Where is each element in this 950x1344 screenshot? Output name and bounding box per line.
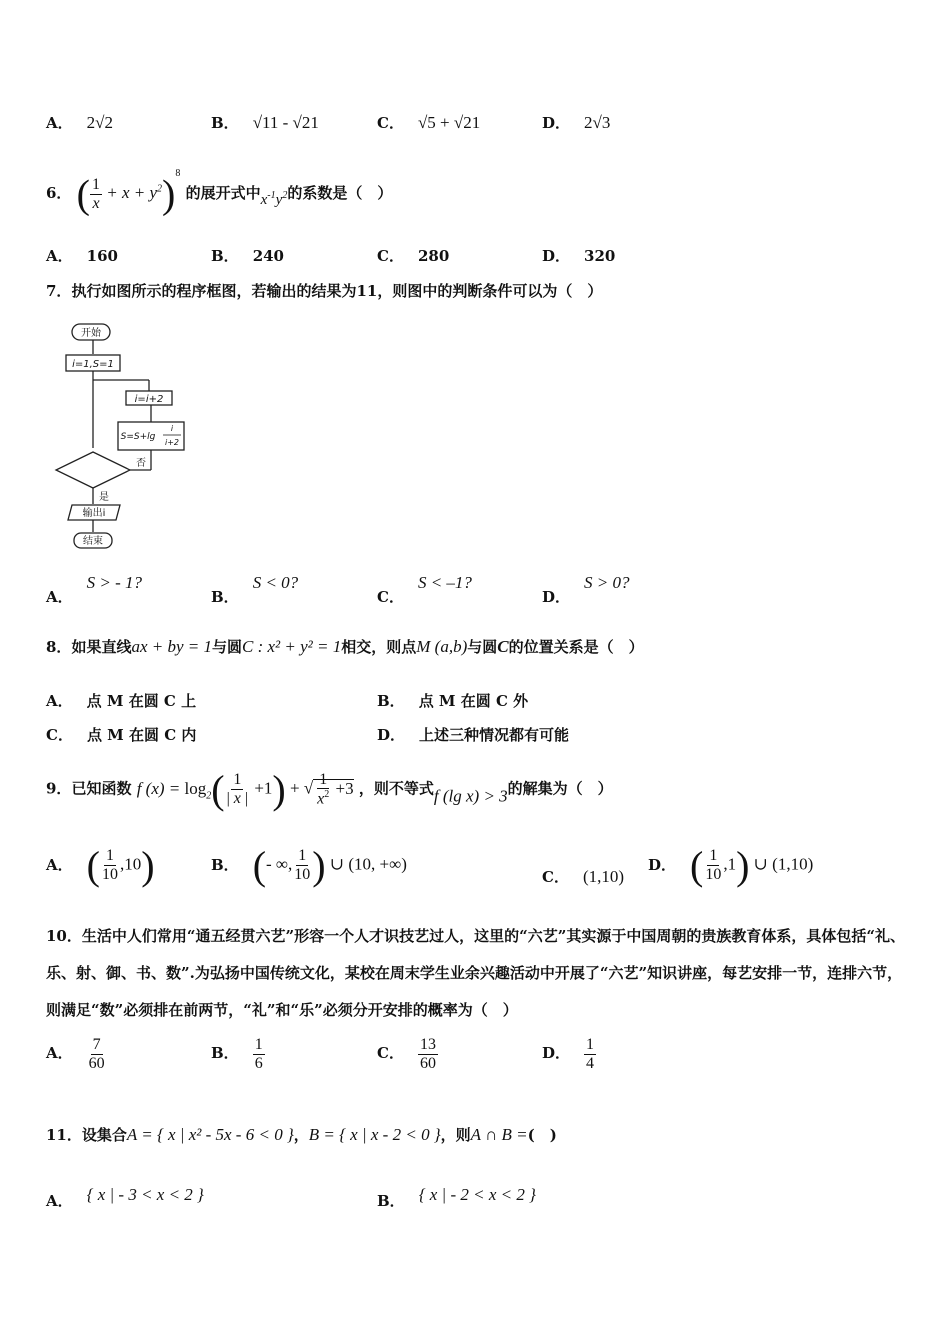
- q7-option-a[interactable]: A．S > - 1?: [46, 573, 143, 606]
- question-10: 10．生活中人们常用“通五经贯六艺”形容一个人才识技艺过人，这里的“六艺”其实源于中国周朝的贵族教育体系，具体包括“礼、乐、射、御、书、数”.为弘扬中国传统文化，某校在周末学生业余兴趣活动中开展了“六艺”知识讲座，每艺安排一节，连排六节，则满足“数”必须排在前两节，“礼”和“乐”必须分开安排的概率为（ ）: [46, 927, 906, 1019]
- flowchart: [46, 318, 206, 558]
- question-11: 11．设集合A = { x | x² - 5x - 6 < 0 }，B = { x | x - 2 < 0 }，则A ∩ B =( ): [46, 1125, 557, 1144]
- q9-option-b[interactable]: B． (- ∞, $\frac{1}{10}$ ) ∪ (10, +∞): [211, 843, 407, 888]
- flow-end-label: 结束: [83, 536, 103, 547]
- q7-option-c[interactable]: C．S < –1?: [377, 573, 472, 606]
- flow-update-label: S=S+lg: [120, 432, 156, 442]
- q9-option-a[interactable]: A． ( $\frac{1}{10}$ ,10): [46, 843, 155, 888]
- q6-option-a[interactable]: A． 160: [46, 247, 118, 265]
- q9-function: f $(x) = \log_2$: [136, 778, 212, 801]
- flow-init-label: i=1,S=1: [72, 359, 114, 370]
- q5-option-d[interactable]: D． 2√3: [542, 113, 611, 132]
- q8-option-c[interactable]: C． 点 M 在圆 C 内: [46, 726, 197, 744]
- question-8: 8．如果直线ax + by = 1与圆C : x² + y² = 1相交，则点M (a,b)与圆C的位置关系是（ ）: [46, 637, 644, 656]
- question-9: 9．已知函数 f $(x) = \log_2$( $\frac{1}{| x |}$ +1) + √ $\frac{1}{x^2}$ +3 ，则不等式f (lg x) > 3的解集为（ ）: [46, 767, 613, 812]
- flow-output-label: 输出i: [82, 508, 106, 519]
- q6-fraction: $\frac{1}{x}$: [92, 175, 100, 212]
- question-6: 6． ( $\frac{1}{x}$ + $x + y^2)^8$ 的展开式中$x^{-1}y^2$的系数是（ ）: [46, 168, 393, 217]
- q5-option-b[interactable]: B． √11 - √21: [211, 113, 319, 132]
- flow-inc-label: i=i+2: [134, 394, 164, 405]
- q6-option-d[interactable]: D． 320: [542, 247, 616, 265]
- q10-option-a[interactable]: A． $\frac{7}{60}$: [46, 1036, 105, 1072]
- q6-option-b[interactable]: B． 240: [211, 247, 284, 265]
- q9-option-d[interactable]: D． ( $\frac{1}{10}$ ,1) ∪ (1,10): [648, 843, 814, 888]
- q11-option-a[interactable]: A． { x | - 3 < x < 2 }: [46, 1185, 204, 1210]
- flow-decision: [56, 452, 130, 488]
- flow-no-label: 否: [136, 458, 146, 469]
- q10-option-d[interactable]: D． $\frac{1}{4}$: [542, 1036, 595, 1072]
- flow-update-den: i+2: [164, 438, 180, 447]
- flow-update-num: i: [170, 424, 174, 433]
- flow-yes-label: 是: [99, 492, 109, 503]
- flow-start-label: 开始: [81, 328, 101, 339]
- q5-option-a[interactable]: A． 2√2: [46, 113, 113, 132]
- question-7: 7．执行如图所示的程序框图，若输出的结果为11，则图中的判断条件可以为（ ）: [46, 282, 603, 300]
- q5-option-c[interactable]: C． √5 + √21: [377, 113, 481, 132]
- q6-option-c[interactable]: C． 280: [377, 247, 450, 265]
- q8-option-d[interactable]: D． 上述三种情况都有可能: [377, 726, 570, 744]
- q10-option-c[interactable]: C． $\frac{13}{60}$: [377, 1036, 436, 1072]
- q11-option-b[interactable]: B． { x | - 2 < x < 2 }: [377, 1185, 536, 1210]
- q7-option-d[interactable]: D．S > 0?: [542, 573, 630, 606]
- q7-option-b[interactable]: B．S < 0?: [211, 573, 299, 606]
- q8-option-b[interactable]: B． 点 M 在圆 C 外: [377, 692, 529, 710]
- q10-option-b[interactable]: B． $\frac{1}{6}$: [211, 1036, 263, 1072]
- q8-option-a[interactable]: A． 点 M 在圆 C 上: [46, 692, 197, 710]
- q9-option-c[interactable]: C． (1,10): [542, 867, 625, 886]
